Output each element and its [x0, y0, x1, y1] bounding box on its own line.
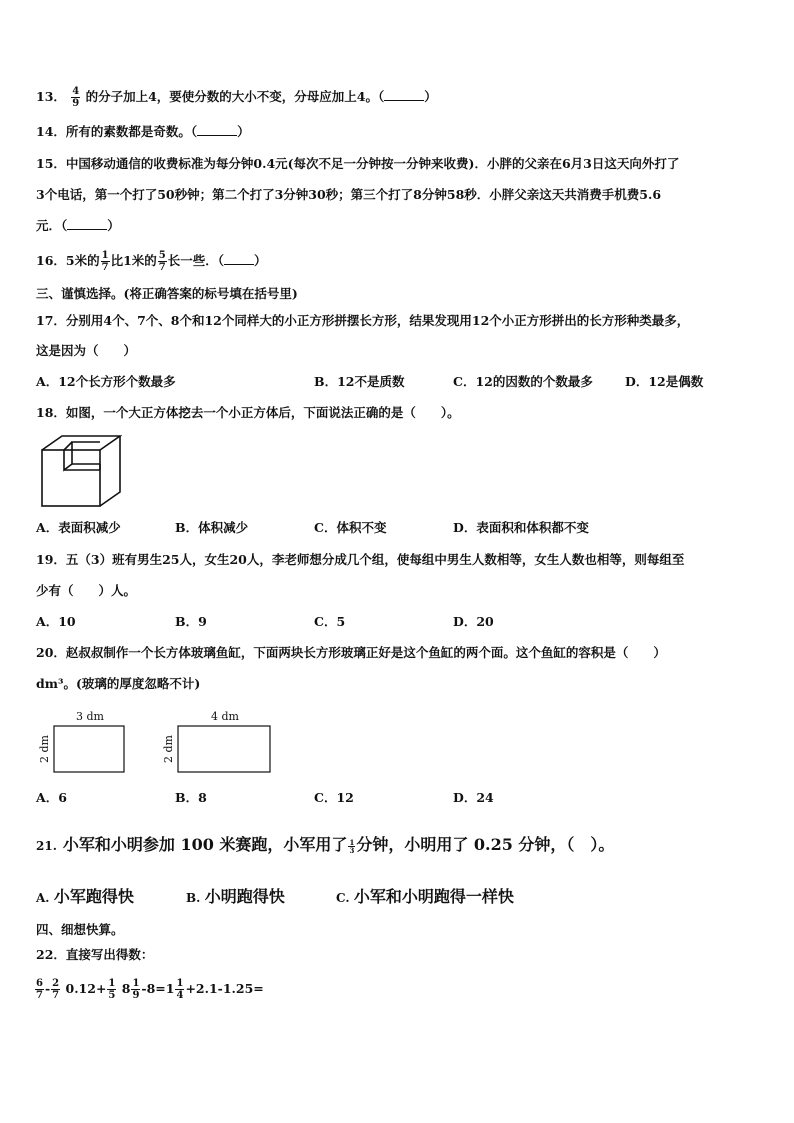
option-c[interactable]: [336, 884, 514, 911]
answer-blank[interactable]: [384, 88, 424, 101]
option-c[interactable]: C．12: [314, 790, 354, 805]
fraction: $\frac{1}{5}$: [108, 978, 116, 1001]
question-17-line-2: 这是因为（ ）: [36, 343, 137, 358]
option-letter: B.: [186, 891, 201, 905]
option-letter: A.: [36, 891, 50, 905]
option-d[interactable]: D．12是偶数: [625, 374, 704, 389]
paren-close: ）: [254, 253, 267, 268]
calculation-row: [34, 974, 264, 1004]
option-a[interactable]: A．12个长方形个数最多: [36, 374, 176, 389]
option-d[interactable]: D．表面积和体积都不变: [453, 520, 589, 535]
glass-rect-1: [36, 706, 136, 776]
answer-blank[interactable]: [67, 217, 107, 230]
question-text: 小军和小明参加 100 米赛跑，小军用了: [62, 835, 348, 854]
fraction: $\frac{2}{7}$: [52, 978, 60, 1001]
fraction: $\frac{4}{9}$: [72, 86, 80, 109]
question-text: 14．所有的素数都是奇数。（: [36, 124, 198, 139]
question-17-line-1: 17．分别用4个、7个、8个和12个同样大的小正方形拼摆长方形，结果发现用12个小正方形拼出的长方形种类最多，: [36, 313, 690, 328]
option-c[interactable]: C．12的因数的个数最多: [453, 374, 593, 389]
expression: 8: [121, 981, 131, 996]
question-19-line-1: 19．五（3）班有男生25人，女生20人，李老师想分成几个组，使每组中男生人数相等，女生人数也相等，则每组至: [36, 552, 685, 567]
fraction: $\frac{1}{3}$: [349, 838, 355, 855]
answer-blank[interactable]: [224, 252, 254, 265]
option-b[interactable]: B．8: [175, 790, 207, 805]
question-18: 18．如图，一个大正方体挖去一个小正方体后，下面说法正确的是（ ）。: [36, 405, 460, 420]
question-number: 13．: [36, 89, 66, 104]
option-text: 小军跑得快: [53, 887, 134, 906]
option-a[interactable]: [36, 884, 134, 911]
question-text: 比1米的: [110, 253, 157, 268]
question-19-line-2: 少有（ ）人。: [36, 583, 137, 598]
question-16: [36, 250, 267, 273]
option-b[interactable]: B．12不是质数: [314, 374, 405, 389]
question-14: [36, 122, 250, 142]
question-text: 16．5米的: [36, 253, 100, 268]
option-d[interactable]: D．20: [453, 614, 494, 629]
option-d[interactable]: D．24: [453, 790, 494, 805]
question-21: [36, 832, 614, 859]
question-text: 长一些．（: [167, 253, 224, 268]
glass-rect-2: [160, 706, 280, 776]
option-a[interactable]: A．10: [36, 614, 76, 629]
question-15-line-3: [36, 216, 120, 236]
paren-close: ）: [237, 124, 250, 139]
fraction: $\frac{6}{7}$: [36, 978, 43, 1001]
paren-close: ）: [424, 89, 437, 104]
question-13: [36, 86, 437, 109]
option-letter: C.: [336, 891, 350, 905]
question-20-line-2: dm³。(玻璃的厚度忽略不计): [36, 676, 201, 691]
question-20-line-1: 20．赵叔叔制作一个长方体玻璃鱼缸，下面两块长方形玻璃正好是这个鱼缸的两个面。这个鱼缸的容积是（ ）: [36, 645, 666, 660]
expression: +2.1-1.25=: [185, 981, 264, 996]
question-text: 的分子加上4，要使分数的大小不变，分母应加上4。（: [85, 89, 385, 104]
expression: -8=: [141, 981, 166, 996]
question-number: 21.: [36, 839, 57, 853]
question-22: 22．直接写出得数：: [36, 947, 154, 962]
section-heading: 四、细想快算。: [36, 922, 124, 937]
option-c[interactable]: C．5: [314, 614, 346, 629]
rect-2-side-label: 2 dm: [162, 735, 175, 763]
fraction: $\frac{5}{7}$: [158, 250, 166, 273]
expression: 0.12+: [65, 981, 107, 996]
option-text: 小军和小明跑得一样快: [353, 887, 514, 906]
answer-blank[interactable]: [197, 123, 237, 136]
question-15-line-2: 3个电话，第一个打了50秒钟；第二个打了3分钟30秒；第三个打了8分钟58秒．小胖父亲这天共消费手机费5.6: [36, 187, 662, 202]
question-15-line-1: 15．中国移动通信的收费标准为每分钟0.4元(每次不足一分钟按一分钟来收费)．小胖的父亲在6月3日这天向外打了: [36, 156, 680, 171]
fraction: $\frac{1}{9}$: [132, 978, 140, 1001]
section-heading: 三、谨慎选择。(将正确答案的标号填在括号里): [36, 286, 298, 301]
expression: 1: [165, 981, 175, 996]
option-b[interactable]: B．体积减少: [175, 520, 249, 535]
fraction: $\frac{1}{7}$: [101, 250, 109, 273]
cube-figure: [40, 434, 122, 508]
question-text: 元．（: [36, 218, 68, 233]
paren-close: ）: [107, 218, 120, 233]
option-a[interactable]: A．表面积减少: [36, 520, 121, 535]
operator: -: [44, 981, 51, 996]
option-text: 小明跑得快: [204, 887, 285, 906]
option-b[interactable]: [186, 884, 285, 911]
question-text: 分钟，小明用了 0.25 分钟，（ ）。: [356, 835, 615, 854]
option-b[interactable]: B．9: [175, 614, 207, 629]
fraction: $\frac{1}{4}$: [176, 978, 184, 1001]
rect-1-side-label: 2 dm: [38, 735, 51, 763]
option-c[interactable]: C．体积不变: [314, 520, 387, 535]
rect-2-top-label: 4 dm: [211, 710, 239, 723]
rect-1-top-label: 3 dm: [76, 710, 104, 723]
option-a[interactable]: A．6: [36, 790, 67, 805]
